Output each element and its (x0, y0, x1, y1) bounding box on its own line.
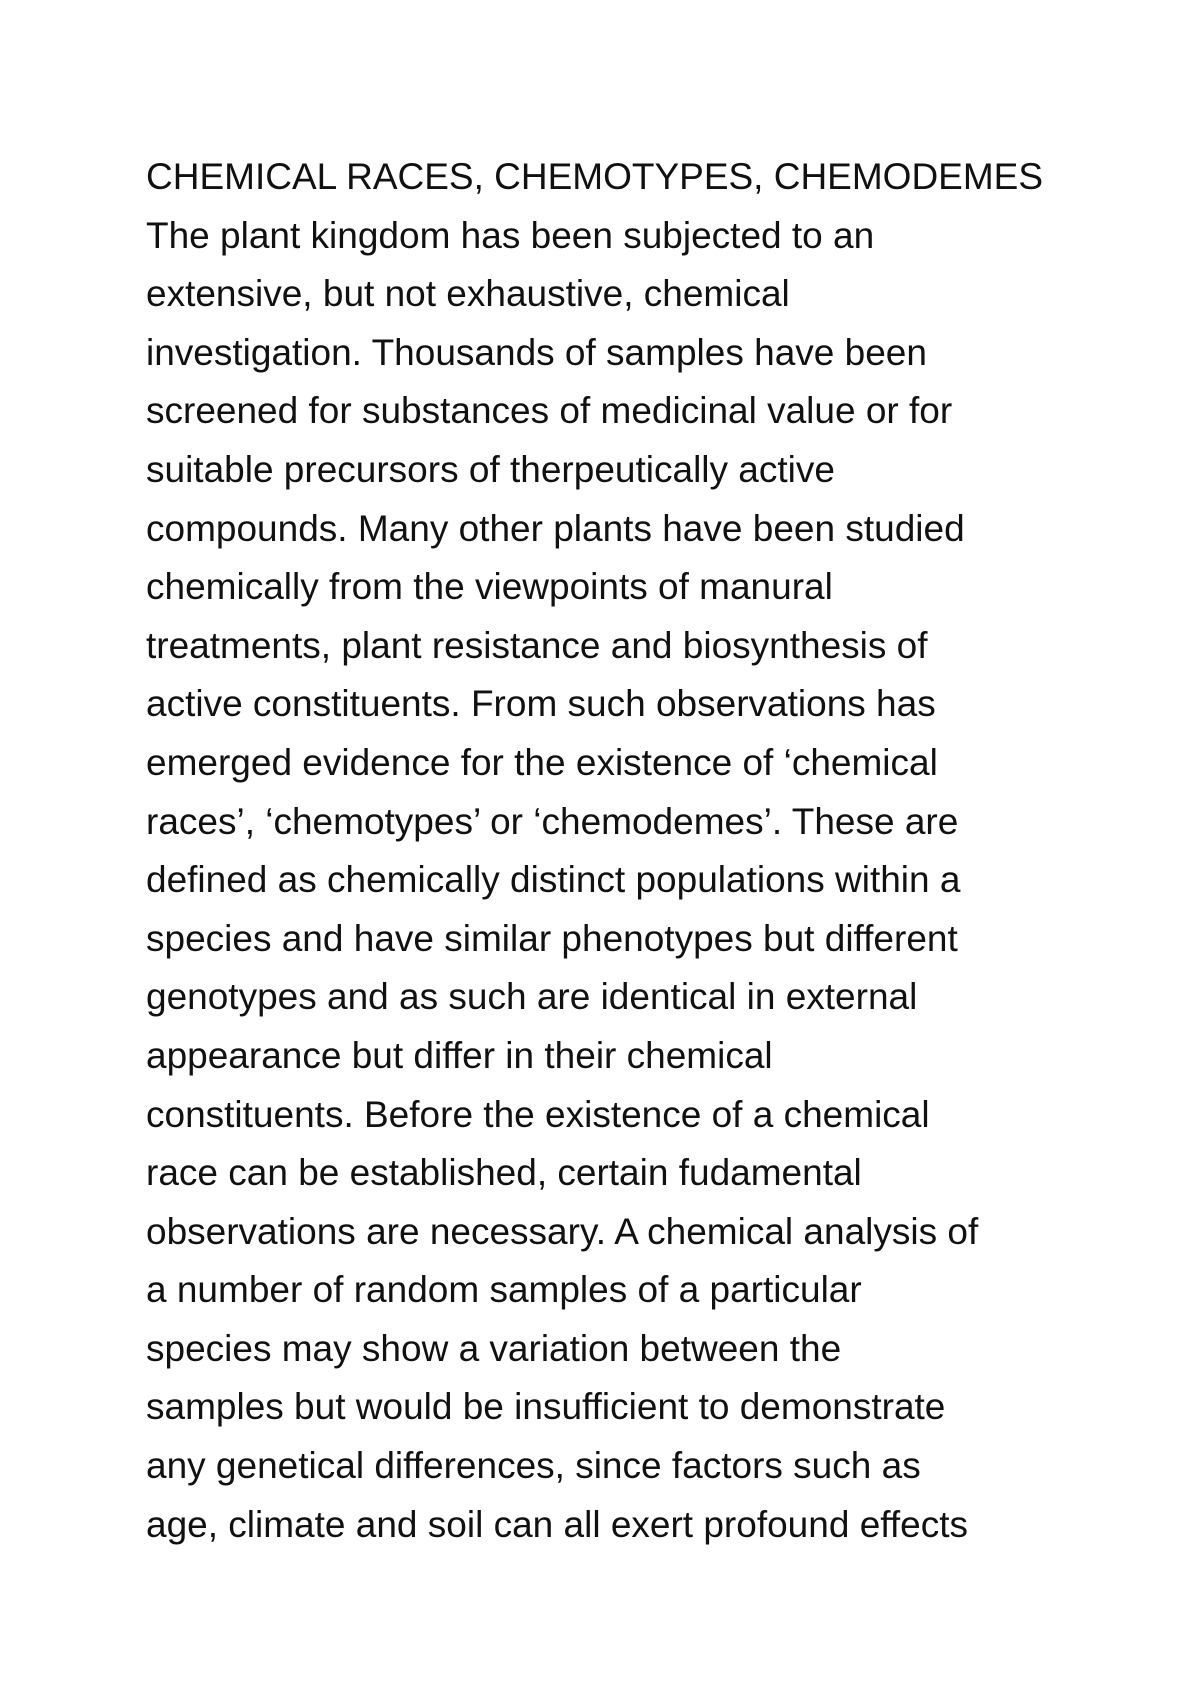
text-line: constituents. Before the existence of a chemical (146, 1093, 930, 1135)
text-line: any genetical differences, since factors such as (146, 1445, 921, 1487)
document-heading: CHEMICAL RACES, CHEMOTYPES, CHEMODEMES (146, 156, 1044, 197)
text-line: race can be established, certain fudamental (146, 1152, 862, 1194)
text-line: The plant kingdom has been subjected to an (146, 214, 875, 256)
text-line: compounds. Many other plants have been studied (146, 507, 965, 549)
text-line: observations are necessary. A chemical analysis of (146, 1210, 979, 1252)
document-body (146, 148, 1106, 1554)
text-line: chemically from the viewpoints of manural (146, 566, 833, 608)
text-line: species and have similar phenotypes but different (146, 917, 958, 959)
text-line: samples but would be insufficient to demonstrate (146, 1386, 946, 1428)
text-line: treatments, plant resistance and biosynthesis of (146, 624, 928, 666)
text-line: active constituents. From such observations has (146, 683, 936, 725)
text-line: age, climate and soil can all exert profound effects (146, 1503, 969, 1545)
text-line: species may show a variation between the (146, 1327, 842, 1369)
text-line: suitable precursors of therpeutically active (146, 448, 835, 490)
text-line: extensive, but not exhaustive, chemical (146, 273, 790, 315)
text-line: defined as chemically distinct populations within a (146, 859, 961, 901)
text-line: appearance but differ in their chemical (146, 1034, 773, 1076)
text-line: emerged evidence for the existence of ‘chemical (146, 741, 938, 783)
text-line: races’, ‘chemotypes’ or ‘chemodemes’. These are (146, 800, 959, 842)
text-line: investigation. Thousands of samples have been (146, 331, 927, 373)
text-line: a number of random samples of a particular (146, 1269, 862, 1311)
text-line: genotypes and as such are identical in external (146, 976, 918, 1018)
text-line: screened for substances of medicinal value or for (146, 390, 953, 432)
